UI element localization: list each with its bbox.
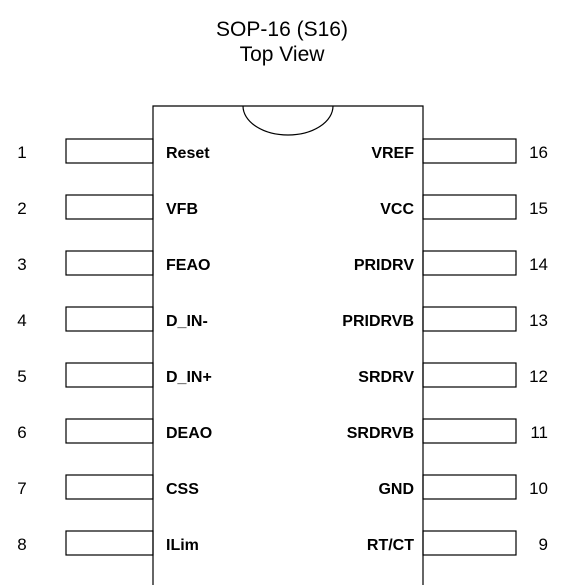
pin-lead [423, 531, 516, 555]
pin-number: 6 [17, 423, 27, 442]
pin-number: 5 [17, 367, 27, 386]
pin-label: PRIDRVB [342, 313, 414, 330]
pin-7 [17, 475, 199, 499]
ic-body-outline [153, 106, 423, 585]
pin-6 [17, 419, 212, 443]
pin-4 [17, 307, 208, 331]
pin-label: D_IN- [166, 313, 208, 330]
pin-12 [358, 363, 548, 387]
pin-label: VFB [166, 201, 198, 218]
pin-label: D_IN+ [166, 369, 212, 386]
pin-label: CSS [166, 481, 199, 498]
pin-number: 13 [529, 311, 548, 330]
pin-lead [66, 307, 153, 331]
pin-number: 12 [529, 367, 548, 386]
left-pin-group [17, 139, 212, 555]
pin-lead [66, 475, 153, 499]
pin-lead [66, 195, 153, 219]
pin-number: 16 [529, 143, 548, 162]
pin-label: ILim [166, 537, 199, 554]
pin-11 [347, 419, 548, 443]
pin-number: 9 [538, 535, 548, 554]
pin-label: SRDRV [358, 369, 414, 386]
pin-number: 14 [529, 255, 548, 274]
pin-lead [423, 251, 516, 275]
pin-lead [423, 307, 516, 331]
pin-label: VCC [380, 201, 414, 218]
pin-lead [423, 139, 516, 163]
pin-lead [66, 419, 153, 443]
pin-number: 2 [17, 199, 27, 218]
pin-5 [17, 363, 212, 387]
diagram-title: SOP-16 (S16) [216, 18, 348, 41]
pin-number: 15 [529, 199, 548, 218]
pin-9 [367, 531, 548, 555]
pin-14 [354, 251, 548, 275]
pin-number: 4 [17, 311, 27, 330]
diagram-subtitle: Top View [239, 43, 325, 66]
pin-number: 8 [17, 535, 27, 554]
pin-lead [66, 531, 153, 555]
pin-lead [66, 139, 153, 163]
pin-number: 1 [17, 143, 27, 162]
pin-label: PRIDRV [353, 257, 414, 274]
pin-number: 3 [17, 255, 27, 274]
pin-label: VREF [371, 145, 414, 162]
pin-8 [17, 531, 199, 555]
pin-number: 11 [530, 423, 548, 442]
pin-lead [423, 419, 516, 443]
pin-label: Reset [166, 145, 210, 162]
pin-3 [17, 251, 210, 275]
pin-lead [66, 251, 153, 275]
pin-number: 7 [17, 479, 27, 498]
pin-lead [423, 195, 516, 219]
pin-16 [371, 139, 548, 163]
pin-number: 10 [529, 479, 548, 498]
pin-label: GND [378, 481, 414, 498]
pin-lead [423, 475, 516, 499]
pin-2 [17, 195, 198, 219]
pin-label: FEAO [166, 257, 211, 274]
right-pin-group [342, 139, 548, 555]
pin-10 [378, 475, 548, 499]
pin-label: DEAO [166, 425, 213, 442]
ic-package-body [153, 106, 423, 585]
pin-15 [380, 195, 548, 219]
pin-13 [342, 307, 548, 331]
pin-lead [423, 363, 516, 387]
pin-label: SRDRVB [346, 425, 414, 442]
pin-1 [17, 139, 210, 163]
pin-lead [66, 363, 153, 387]
pin1-notch [243, 106, 333, 135]
pin-label: RT/CT [366, 537, 414, 554]
